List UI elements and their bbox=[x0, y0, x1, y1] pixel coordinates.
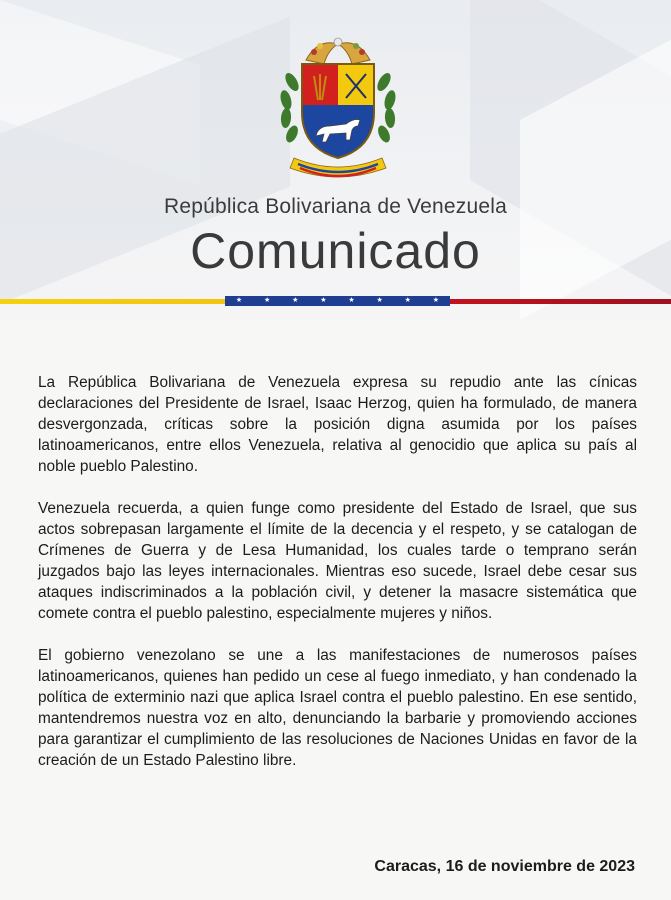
statement-body bbox=[38, 372, 637, 792]
issuer-name: República Bolivariana de Venezuela bbox=[163, 195, 508, 218]
star-icon: ★ bbox=[404, 297, 411, 304]
star-icon: ★ bbox=[432, 297, 440, 304]
star-icon: ★ bbox=[235, 297, 243, 304]
star-icon: ★ bbox=[292, 297, 299, 304]
statement-paragraph: Venezuela recuerda, a quien funge como presidente del Estado de Israel, que sus actos sobrepasan largamente el límite de la decencia y el respeto, y se catalogan de Crímenes de Guerra y de Lesa Humanidad, los cuales tarde o temprano serán juzgados bajo las leyes internacionales. Mientras eso sucede, Israel debe cesar sus ataques indiscriminados a la población civil, y detener la masacre sistemática que comete contra el pueblo palestino, especialmente mujeres y niños. bbox=[38, 500, 637, 622]
star-icon: ★ bbox=[264, 297, 271, 304]
flag-blue-band bbox=[225, 296, 450, 306]
flag-red-band bbox=[450, 299, 671, 304]
flag-stars bbox=[225, 296, 450, 306]
star-icon: ★ bbox=[348, 297, 355, 304]
star-icon: ★ bbox=[320, 297, 327, 304]
header-banner bbox=[0, 0, 671, 320]
star-icon: ★ bbox=[376, 297, 383, 304]
place-and-date: Caracas, 16 de noviembre de 2023 bbox=[374, 858, 635, 875]
venezuela-coat-of-arms-icon bbox=[268, 30, 408, 180]
statement-paragraph: La República Bolivariana de Venezuela expresa su repudio ante las cínicas declaraciones del Presidente de Israel, Isaac Herzog, quien ha formulado, de manera desvergonzada, críticas sobre la posición digna asumida por los países latinoamericanos, entre ellos Venezuela, relativa al genocidio que aplica su país al noble pueblo Palestino. bbox=[38, 374, 637, 475]
flag-yellow-band bbox=[0, 299, 225, 304]
statement-paragraph: El gobierno venezolano se une a las manifestaciones de numerosos países latinoamericanos, quienes han pedido un cese al fuego inmediato, y han condenado la política de exterminio nazi que aplica Israel contra el pueblo palestino. En ese sentido, mantendremos nuestra voz en alto, denunciando la barbarie y promoviendo acciones para garantizar el cumplimiento de las resoluciones de Naciones Unidas en favor de la creación de un Estado Palestino libre. bbox=[38, 647, 637, 769]
flag-stripe bbox=[0, 296, 671, 306]
page-title: Comunicado bbox=[190, 223, 481, 279]
